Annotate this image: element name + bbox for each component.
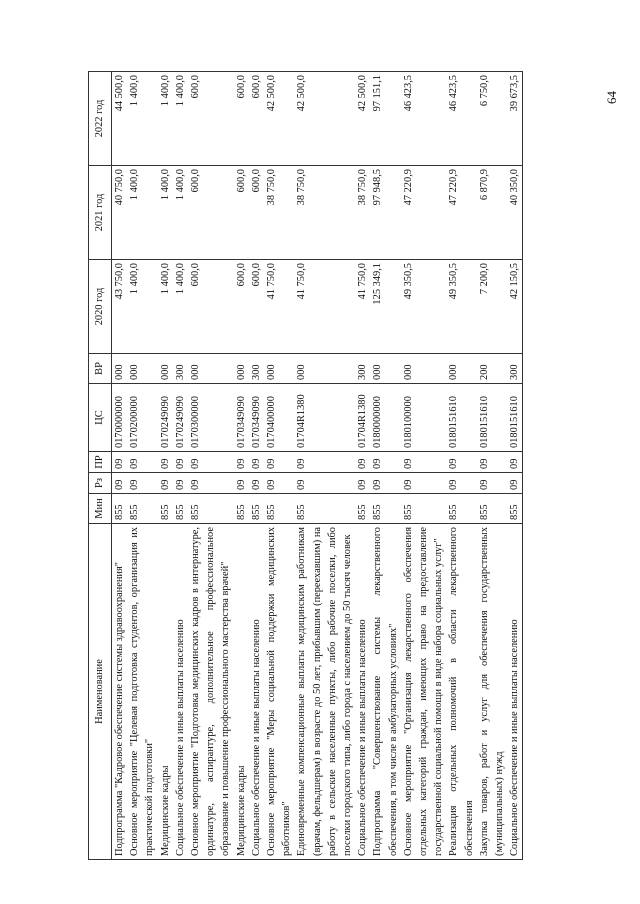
row-vr: 000 — [127, 354, 157, 384]
row-2021: 600,0 — [249, 166, 264, 260]
row-2021: 40 350,0 — [507, 166, 523, 260]
row-vr: 000 — [401, 354, 447, 384]
row-pr: 09 — [173, 452, 188, 473]
table-row — [294, 72, 355, 860]
header-2020: 2020 год — [89, 260, 112, 354]
row-min: 855 — [188, 494, 234, 524]
row-cs: 0170200000 — [127, 384, 157, 452]
row-2020: 1 400,0 — [173, 260, 188, 354]
row-2022: 6 750,0 — [477, 72, 507, 166]
table-row — [249, 72, 264, 860]
row-2022: 1 400,0 — [173, 72, 188, 166]
row-2021: 6 870,9 — [477, 166, 507, 260]
row-rz: 09 — [112, 473, 128, 494]
row-2020: 600,0 — [188, 260, 234, 354]
row-name: Основное мероприятие "Меры социальной поддержки медицинских работников" — [264, 524, 294, 860]
row-pr: 09 — [477, 452, 507, 473]
row-min: 855 — [355, 494, 370, 524]
row-rz: 09 — [294, 473, 355, 494]
header-name: Наименование — [89, 524, 112, 860]
row-name: Реализация отдельных полномочий в области лекарственного обеспечения — [446, 524, 476, 860]
row-name: Медицинские кадры — [234, 524, 249, 860]
row-vr: 000 — [294, 354, 355, 384]
row-2020: 600,0 — [234, 260, 249, 354]
row-pr: 09 — [446, 452, 476, 473]
row-vr: 300 — [507, 354, 523, 384]
row-2021: 600,0 — [188, 166, 234, 260]
header-2022: 2022 год — [89, 72, 112, 166]
row-2020: 41 750,0 — [294, 260, 355, 354]
row-cs: 01704R1380 — [355, 384, 370, 452]
row-pr: 09 — [112, 452, 128, 473]
row-name: Основное мероприятие "Организация лекарственного обеспечения отдельных категорий граждан, имеющих право на предоставление государственной социальной помощи в виде набора социальных услуг" — [401, 524, 447, 860]
row-vr: 200 — [477, 354, 507, 384]
row-2020: 125 349,1 — [370, 260, 400, 354]
row-rz: 09 — [264, 473, 294, 494]
row-rz: 09 — [234, 473, 249, 494]
row-pr: 09 — [188, 452, 234, 473]
row-name: Закупка товаров, работ и услуг для обеспечения государственных (муниципальных) нужд — [477, 524, 507, 860]
row-min: 855 — [158, 494, 173, 524]
row-2020: 1 400,0 — [158, 260, 173, 354]
row-pr: 09 — [370, 452, 400, 473]
row-2021: 47 220,9 — [401, 166, 447, 260]
row-2022: 97 151,1 — [370, 72, 400, 166]
row-rz: 09 — [188, 473, 234, 494]
row-2021: 600,0 — [234, 166, 249, 260]
row-2021: 47 220,9 — [446, 166, 476, 260]
row-name: Подпрограмма "Совершенствование системы лекарственного обеспечения, в том числе в амбулаторных условиях" — [370, 524, 400, 860]
row-2020: 41 750,0 — [355, 260, 370, 354]
row-pr: 09 — [507, 452, 523, 473]
row-cs: 0180100000 — [401, 384, 447, 452]
row-min: 855 — [446, 494, 476, 524]
row-pr: 09 — [127, 452, 157, 473]
table-row — [127, 72, 157, 860]
row-2022: 44 500,0 — [112, 72, 128, 166]
row-min: 855 — [477, 494, 507, 524]
row-name: Социальное обеспечение и иные выплаты населению — [355, 524, 370, 860]
header-pr: ПР — [89, 452, 112, 473]
row-pr: 09 — [234, 452, 249, 473]
row-2020: 7 200,0 — [477, 260, 507, 354]
rotated-table-container — [88, 72, 578, 860]
row-2021: 40 750,0 — [112, 166, 128, 260]
row-min: 855 — [249, 494, 264, 524]
table-row — [477, 72, 507, 860]
row-pr: 09 — [355, 452, 370, 473]
header-2021: 2021 год — [89, 166, 112, 260]
table-row — [355, 72, 370, 860]
row-min: 855 — [112, 494, 128, 524]
page-number: 64 — [604, 91, 619, 104]
row-name: Социальное обеспечение и иные выплаты населению — [507, 524, 523, 860]
table-row — [173, 72, 188, 860]
row-cs: 0170349090 — [249, 384, 264, 452]
row-2022: 600,0 — [188, 72, 234, 166]
row-2022: 42 500,0 — [294, 72, 355, 166]
row-rz: 09 — [401, 473, 447, 494]
row-rz: 09 — [507, 473, 523, 494]
row-2022: 600,0 — [234, 72, 249, 166]
row-name: Основное мероприятие "Целевая подготовка студентов, организация их практической подготовки" — [127, 524, 157, 860]
row-cs: 0180151610 — [446, 384, 476, 452]
row-2021: 1 400,0 — [158, 166, 173, 260]
row-2021: 97 948,5 — [370, 166, 400, 260]
row-cs: 0180000000 — [370, 384, 400, 452]
row-2022: 46 423,5 — [446, 72, 476, 166]
row-2021: 1 400,0 — [173, 166, 188, 260]
table-header-row — [89, 72, 112, 860]
row-vr: 300 — [173, 354, 188, 384]
row-name: Социальное обеспечение и иные выплаты населению — [173, 524, 188, 860]
row-2020: 600,0 — [249, 260, 264, 354]
row-min: 855 — [294, 494, 355, 524]
row-min: 855 — [401, 494, 447, 524]
row-vr: 300 — [355, 354, 370, 384]
row-rz: 09 — [249, 473, 264, 494]
row-cs: 0180151610 — [507, 384, 523, 452]
row-2022: 39 673,5 — [507, 72, 523, 166]
row-cs: 0170249090 — [158, 384, 173, 452]
row-2022: 600,0 — [249, 72, 264, 166]
row-rz: 09 — [446, 473, 476, 494]
row-vr: 000 — [370, 354, 400, 384]
row-vr: 000 — [446, 354, 476, 384]
row-name: Медицинские кадры — [158, 524, 173, 860]
row-cs: 0170349090 — [234, 384, 249, 452]
row-vr: 000 — [188, 354, 234, 384]
row-min: 855 — [173, 494, 188, 524]
table-row — [264, 72, 294, 860]
row-vr: 000 — [112, 354, 128, 384]
table-row — [507, 72, 523, 860]
row-2022: 1 400,0 — [158, 72, 173, 166]
table-row — [112, 72, 128, 860]
row-2021: 1 400,0 — [127, 166, 157, 260]
row-vr: 000 — [264, 354, 294, 384]
row-2020: 42 150,5 — [507, 260, 523, 354]
row-rz: 09 — [127, 473, 157, 494]
table-row — [158, 72, 173, 860]
row-rz: 09 — [477, 473, 507, 494]
row-vr: 000 — [234, 354, 249, 384]
row-name: Подпрограмма "Кадровое обеспечение системы здравоохранения" — [112, 524, 128, 860]
row-pr: 09 — [401, 452, 447, 473]
row-cs: 0170400000 — [264, 384, 294, 452]
row-vr: 000 — [158, 354, 173, 384]
row-2020: 43 750,0 — [112, 260, 128, 354]
row-2020: 49 350,5 — [401, 260, 447, 354]
row-rz: 09 — [355, 473, 370, 494]
row-pr: 09 — [158, 452, 173, 473]
table-row — [446, 72, 476, 860]
row-min: 855 — [370, 494, 400, 524]
header-min: Мин — [89, 494, 112, 524]
table-row — [401, 72, 447, 860]
row-2021: 38 750,0 — [355, 166, 370, 260]
row-pr: 09 — [264, 452, 294, 473]
row-2021: 38 750,0 — [294, 166, 355, 260]
row-rz: 09 — [173, 473, 188, 494]
row-rz: 09 — [370, 473, 400, 494]
row-2022: 1 400,0 — [127, 72, 157, 166]
row-cs: 01704R1380 — [294, 384, 355, 452]
row-min: 855 — [264, 494, 294, 524]
table-row — [234, 72, 249, 860]
row-name: Социальное обеспечение и иные выплаты населению — [249, 524, 264, 860]
row-vr: 300 — [249, 354, 264, 384]
table-row — [188, 72, 234, 860]
row-2020: 41 750,0 — [264, 260, 294, 354]
row-2022: 42 500,0 — [355, 72, 370, 166]
row-2020: 1 400,0 — [127, 260, 157, 354]
row-2022: 42 500,0 — [264, 72, 294, 166]
row-2020: 49 350,5 — [446, 260, 476, 354]
budget-table — [88, 71, 523, 860]
table-row — [370, 72, 400, 860]
row-cs: 0170300000 — [188, 384, 234, 452]
row-cs: 0170249090 — [173, 384, 188, 452]
row-2021: 38 750,0 — [264, 166, 294, 260]
header-rz: Рз — [89, 473, 112, 494]
row-pr: 09 — [294, 452, 355, 473]
row-cs: 0170000000 — [112, 384, 128, 452]
row-pr: 09 — [249, 452, 264, 473]
row-cs: 0180151610 — [477, 384, 507, 452]
header-cs: ЦС — [89, 384, 112, 452]
row-min: 855 — [507, 494, 523, 524]
row-min: 855 — [234, 494, 249, 524]
row-min: 855 — [127, 494, 157, 524]
row-2022: 46 423,5 — [401, 72, 447, 166]
header-vr: ВР — [89, 354, 112, 384]
row-name: Единовременные компенсационные выплаты медицинским работникам (врачам, фельдшерам) в возрасте до 50 лет, прибывшим (переехавшим) на работу в сельские населенные пункты, либо рабочие поселки, либо поселки городского типа, либо города с населением до 50 тысяч человек — [294, 524, 355, 860]
row-rz: 09 — [158, 473, 173, 494]
row-name: Основное мероприятие "Подготовка медицинских кадров в интернатуре, ординатуре, аспирантуре, дополнительное профессиональное образование и повышение профессионального мастерства врачей" — [188, 524, 234, 860]
